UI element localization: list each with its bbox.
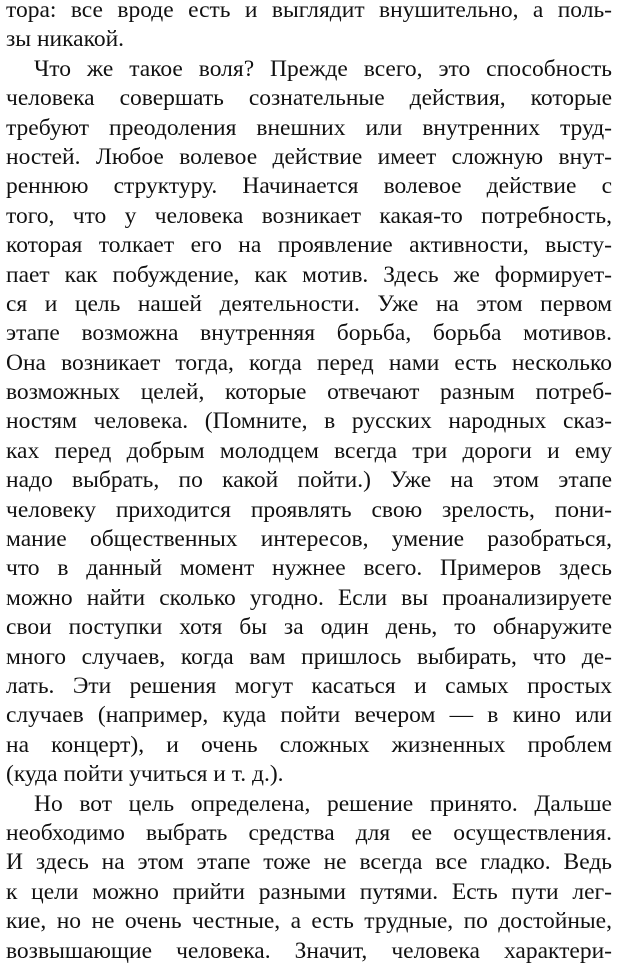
text-line: свои поступки хотя бы за один день, то обнаружите — [6, 614, 612, 641]
text-line: тора: все вроде есть и выглядит внушительно, а поль- — [6, 0, 612, 23]
text-line: лать. Эти решения могут касаться и самых простых — [6, 672, 612, 699]
text-line: много случаев, когда вам пришлось выбирать, что де- — [6, 643, 612, 670]
text-line: ностей. Любое волевое действие имеет сложную внут- — [6, 143, 612, 170]
text-line: этапе возможна внутренняя борьба, борьба мотивов. — [6, 320, 612, 347]
text-line: надо выбрать, по какой пойти.) Уже на этом этапе — [6, 467, 612, 494]
paragraph — [6, 55, 612, 790]
text-line: пает как побуждение, как мотив. Здесь же формирует- — [6, 261, 612, 288]
text-line: реннюю структуру. Начинается волевое действие с — [6, 173, 612, 200]
text-line: кие, но не очень честные, а есть трудные, по достойные, — [6, 908, 612, 935]
text-line: Она возникает тогда, когда перед нами есть несколько — [6, 349, 612, 376]
text-line: ностям человека. (Помните, в русских народных сказ- — [6, 408, 612, 435]
text-line: Что же такое воля? Прежде всего, это способность — [34, 55, 612, 82]
text-line: Но вот цель определена, решение принято. Дальше — [34, 790, 612, 817]
text-line: (куда пойти учиться и т. д.). — [6, 761, 284, 788]
text-line: возвышающие человека. Значит, человека характери- — [6, 937, 612, 964]
text-line: что в данный момент нужнее всего. Примеров здесь — [6, 555, 612, 582]
text-line: человека совершать сознательные действия, которые — [6, 85, 612, 112]
text-line: ках перед добрым молодцем всегда три дороги и ему — [6, 437, 612, 464]
text-line: человеку приходится проявлять свою зрелость, пони- — [6, 496, 612, 523]
text-line: мание общественных интересов, умение разобраться, — [6, 526, 612, 553]
text-line: которая толкает его на проявление активности, высту- — [6, 232, 612, 259]
text-line: к цели можно прийти разными путями. Есть пути лег- — [6, 878, 612, 905]
text-line: можно найти сколько угодно. Если вы проанализируете — [6, 584, 612, 611]
text-line: И здесь на этом этапе тоже не всегда все гладко. Ведь — [6, 849, 612, 876]
text-line: необходимо выбрать средства для ее осуществления. — [6, 819, 612, 846]
text-body — [6, 0, 612, 966]
text-line: требуют преодоления внешних или внутренних труд- — [6, 114, 612, 141]
text-line: ся и цель нашей деятельности. Уже на этом первом — [6, 290, 612, 317]
paragraph — [6, 0, 612, 55]
text-line: случаев (например, куда пойти вечером — в кино или — [6, 702, 612, 729]
text-line: зы никакой. — [6, 26, 125, 53]
text-line: на концерт), и очень сложных жизненных проблем — [6, 731, 612, 758]
text-line: возможных целей, которые отвечают разным потреб- — [6, 379, 612, 406]
text-line: того, что у человека возникает какая-то потребность, — [6, 202, 612, 229]
